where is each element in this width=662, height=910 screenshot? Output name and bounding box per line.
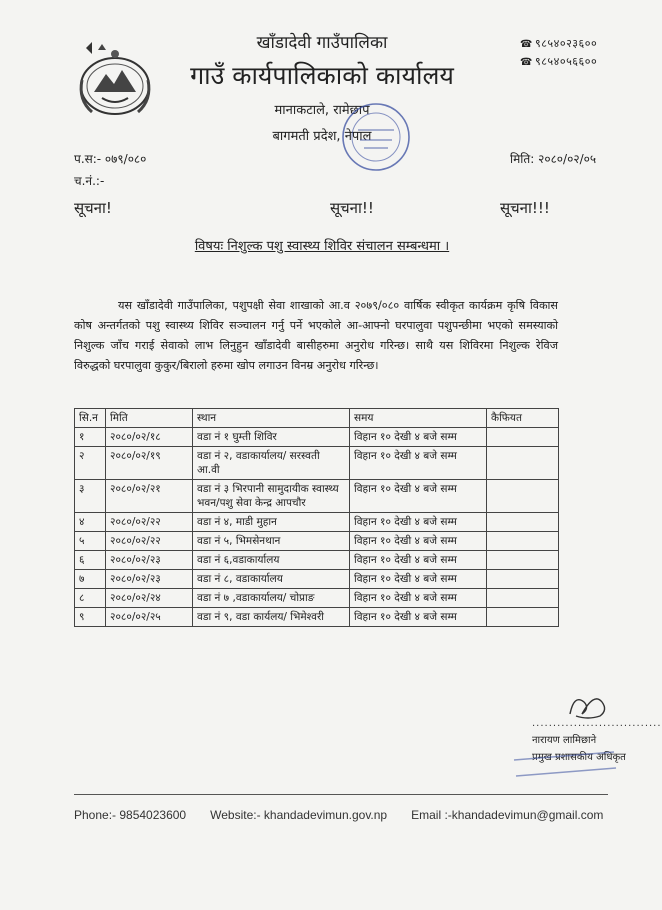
cell-sn: २: [75, 447, 106, 480]
footer-contact: [74, 808, 627, 822]
cell-time: विहान १० देखी ४ बजे सम्म: [350, 551, 487, 570]
cell-remark: [487, 447, 559, 480]
cell-date: २०८०/०२/१८: [106, 428, 193, 447]
column-header-time: समय: [350, 409, 487, 428]
signatory-name: नारायण लामिछाने: [532, 735, 597, 746]
cell-date: २०८०/०२/२२: [106, 513, 193, 532]
cell-remark: [487, 608, 559, 627]
cell-remark: [487, 589, 559, 608]
cell-time: विहान १० देखी ४ बजे सम्म: [350, 447, 487, 480]
cell-remark: [487, 570, 559, 589]
table-row: [75, 608, 559, 627]
cell-date: २०८०/०२/१९: [106, 447, 193, 480]
cell-date: २०८०/०२/२४: [106, 589, 193, 608]
cell-date: २०८०/०२/२३: [106, 551, 193, 570]
table-row: [75, 428, 559, 447]
reference-number: प.स:- ०७९/०८०: [74, 152, 147, 166]
cell-place: वडा नं ५, भिमसेनथान: [193, 532, 350, 551]
table-row: [75, 447, 559, 480]
table-row: [75, 513, 559, 532]
cell-sn: १: [75, 428, 106, 447]
cell-place: वडा नं ४, माडी मुहान: [193, 513, 350, 532]
cell-place: वडा नं ७ ,वडाकार्यालय/ चोप्राङ: [193, 589, 350, 608]
column-header-remark: कैफियत: [487, 409, 559, 428]
table-header-row: [75, 409, 559, 428]
footer-divider: [74, 794, 608, 795]
cell-sn: ६: [75, 551, 106, 570]
table-row: [75, 480, 559, 513]
cell-time: विहान १० देखी ४ बजे सम्म: [350, 428, 487, 447]
cell-date: २०८०/०२/२१: [106, 480, 193, 513]
cell-sn: ८: [75, 589, 106, 608]
cell-time: विहान १० देखी ४ बजे सम्म: [350, 532, 487, 551]
footer-email: Email :-khandadevimun@gmail.com: [411, 808, 604, 822]
notice-heading-left: सूचना!: [74, 199, 112, 217]
office-name: खाँडादेवी गाउँपालिका: [256, 33, 388, 53]
office-stamp: [338, 100, 414, 174]
table-row: [75, 532, 559, 551]
cell-sn: ९: [75, 608, 106, 627]
telephone-icon: ☎: [520, 39, 533, 50]
cell-date: २०८०/०२/२२: [106, 532, 193, 551]
cell-place: वडा नं ६,वडाकार्यालय: [193, 551, 350, 570]
cell-remark: [487, 551, 559, 570]
address-line-2: बागमती प्रदेश, नेपाल: [272, 129, 372, 144]
cell-time: विहान १० देखी ४ बजे सम्म: [350, 513, 487, 532]
notice-heading-right: सूचना!!!: [500, 199, 550, 217]
table-row: [75, 570, 559, 589]
notice-heading-center: सूचना!!: [330, 199, 374, 217]
signature-stamp: [510, 746, 620, 782]
table-row: [75, 589, 559, 608]
cell-time: विहान १० देखी ४ बजे सम्म: [350, 608, 487, 627]
signatory-designation: प्रमुख प्रशासकीय अधिकृत: [532, 752, 626, 763]
cell-remark: [487, 480, 559, 513]
cell-place: वडा नं ९, वडा कार्यलय/ भिमेश्वरी: [193, 608, 350, 627]
body-paragraph: यस खाँडादेवी गाउँपालिका, पशुपक्षी सेवा शाखाको आ.व २०७९/०८० वार्षिक स्वीकृत कार्यक्रम कृषि विकास कोष अन्तर्गतको पशु स्वास्थ्य शिविर सञ्चालन गर्नु पर्ने भएकोले आ-आफ्नो घरपालुवा पशुपन्छीमा भएको समस्याको निशुल्क जाँच गराई सेवाको लाभ लिनुहुन खाँडादेवी बासीहरुमा अनुरोध गरिन्छ। साथै यस शिविरमा निशुल्क रेविज विरुद्धको घरपालुवा कुकुर/बिरालो हरुमा खोप लगाउन विनम्र अनुरोध गरिन्छ।: [74, 299, 558, 372]
column-header-date: मिति: [106, 409, 193, 428]
signature-line: ...............................: [532, 718, 662, 729]
address-line-1: मानाकटाले, रामेछाप: [274, 103, 370, 118]
subject-line: विषयः निशुल्क पशु स्वास्थ्य शिविर संचालन सम्बन्धमा ।: [194, 239, 450, 254]
cell-time: विहान १० देखी ४ बजे सम्म: [350, 570, 487, 589]
table-row: [75, 551, 559, 570]
cell-sn: ५: [75, 532, 106, 551]
cell-place: वडा नं १ घुम्ती शिविर: [193, 428, 350, 447]
letter-date: मिति: २०८०/०२/०५: [510, 152, 597, 166]
footer-phone: Phone:- 9854023600: [74, 808, 187, 822]
phone-number-2: ☎ ९८५४०५६६००: [520, 55, 598, 68]
column-header-place: स्थान: [193, 409, 350, 428]
cell-place: वडा नं २, वडाकार्यालय/ सरस्वती आ.वी: [193, 447, 350, 480]
cell-sn: ३: [75, 480, 106, 513]
cell-place: वडा नं ८, वडाकार्यालय: [193, 570, 350, 589]
cell-sn: ४: [75, 513, 106, 532]
cell-time: विहान १० देखी ४ बजे सम्म: [350, 589, 487, 608]
office-title: गाउँ कार्यपालिकाको कार्यालय: [190, 61, 454, 90]
cell-remark: [487, 513, 559, 532]
cell-time: विहान १० देखी ४ बजे सम्म: [350, 480, 487, 513]
cell-sn: ७: [75, 570, 106, 589]
cell-place: वडा नं ३ भिरपानी सामुदायीक स्वास्थ्य भवन/पशु सेवा केन्द्र आपचौर: [193, 480, 350, 513]
footer-website: Website:- khandadevimun.gov.np: [210, 808, 388, 822]
phone-number-1: ☎ ९८५४०२३६००: [520, 37, 598, 50]
cell-remark: [487, 532, 559, 551]
dispatch-number: च.नं.:-: [74, 174, 105, 188]
cell-date: २०८०/०२/२५: [106, 608, 193, 627]
telephone-icon: ☎: [520, 57, 533, 68]
schedule-table: [74, 408, 559, 627]
column-header-sn: सि.न: [75, 409, 106, 428]
cell-remark: [487, 428, 559, 447]
cell-date: २०८०/०२/२३: [106, 570, 193, 589]
